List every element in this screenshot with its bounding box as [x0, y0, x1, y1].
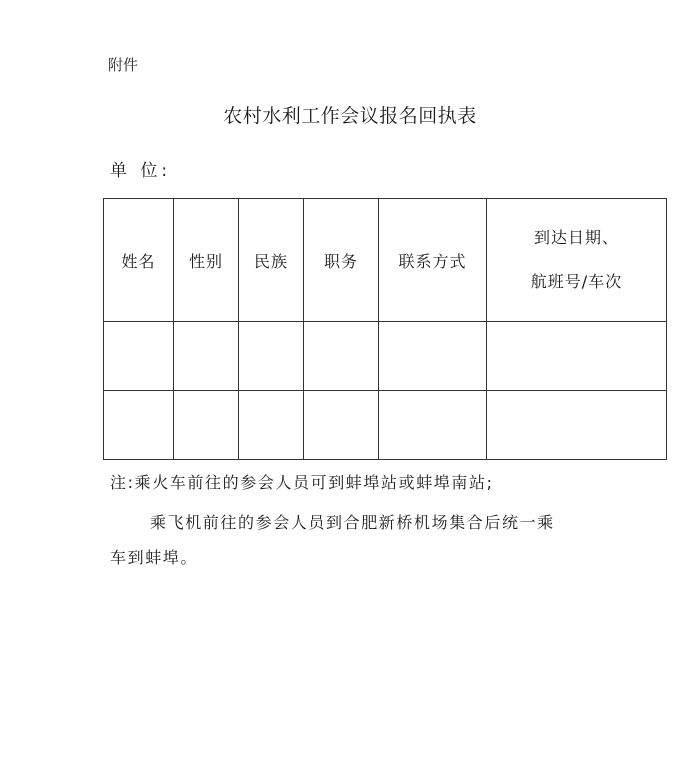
header-position: 职务: [304, 199, 379, 322]
table-cell[interactable]: [104, 322, 174, 391]
table-row: [104, 391, 667, 460]
header-gender: 性别: [174, 199, 239, 322]
header-contact: 联系方式: [379, 199, 487, 322]
table-cell[interactable]: [174, 391, 239, 460]
table-row: [104, 322, 667, 391]
table-header-row: [104, 199, 667, 322]
header-ethnicity: 民族: [239, 199, 304, 322]
table-cell[interactable]: [379, 322, 487, 391]
note-line-2: 乘飞机前往的参会人员到合肥新桥机场集合后统一乘: [150, 513, 555, 532]
registration-table: [103, 198, 667, 460]
note-line-1: 注:乘火车前往的参会人员可到蚌埠站或蚌埠南站;: [110, 473, 494, 492]
page-title: 农村水利工作会议报名回执表: [223, 105, 477, 127]
table-cell[interactable]: [239, 391, 304, 460]
table-cell[interactable]: [174, 322, 239, 391]
header-name: 姓名: [104, 199, 174, 322]
table-cell[interactable]: [304, 391, 379, 460]
header-arrival-line2: 航班号/车次: [530, 272, 623, 291]
note-line-3: 车到蚌埠。: [110, 548, 199, 567]
attachment-label: 附件: [108, 56, 139, 74]
table-cell[interactable]: [239, 322, 304, 391]
header-arrival-line1: 到达日期、: [533, 228, 619, 247]
header-arrival: [487, 199, 667, 322]
table-cell[interactable]: [104, 391, 174, 460]
table-cell[interactable]: [379, 391, 487, 460]
unit-label: 单 位:: [110, 161, 172, 181]
table-cell[interactable]: [487, 391, 667, 460]
table-cell[interactable]: [304, 322, 379, 391]
table-cell[interactable]: [487, 322, 667, 391]
